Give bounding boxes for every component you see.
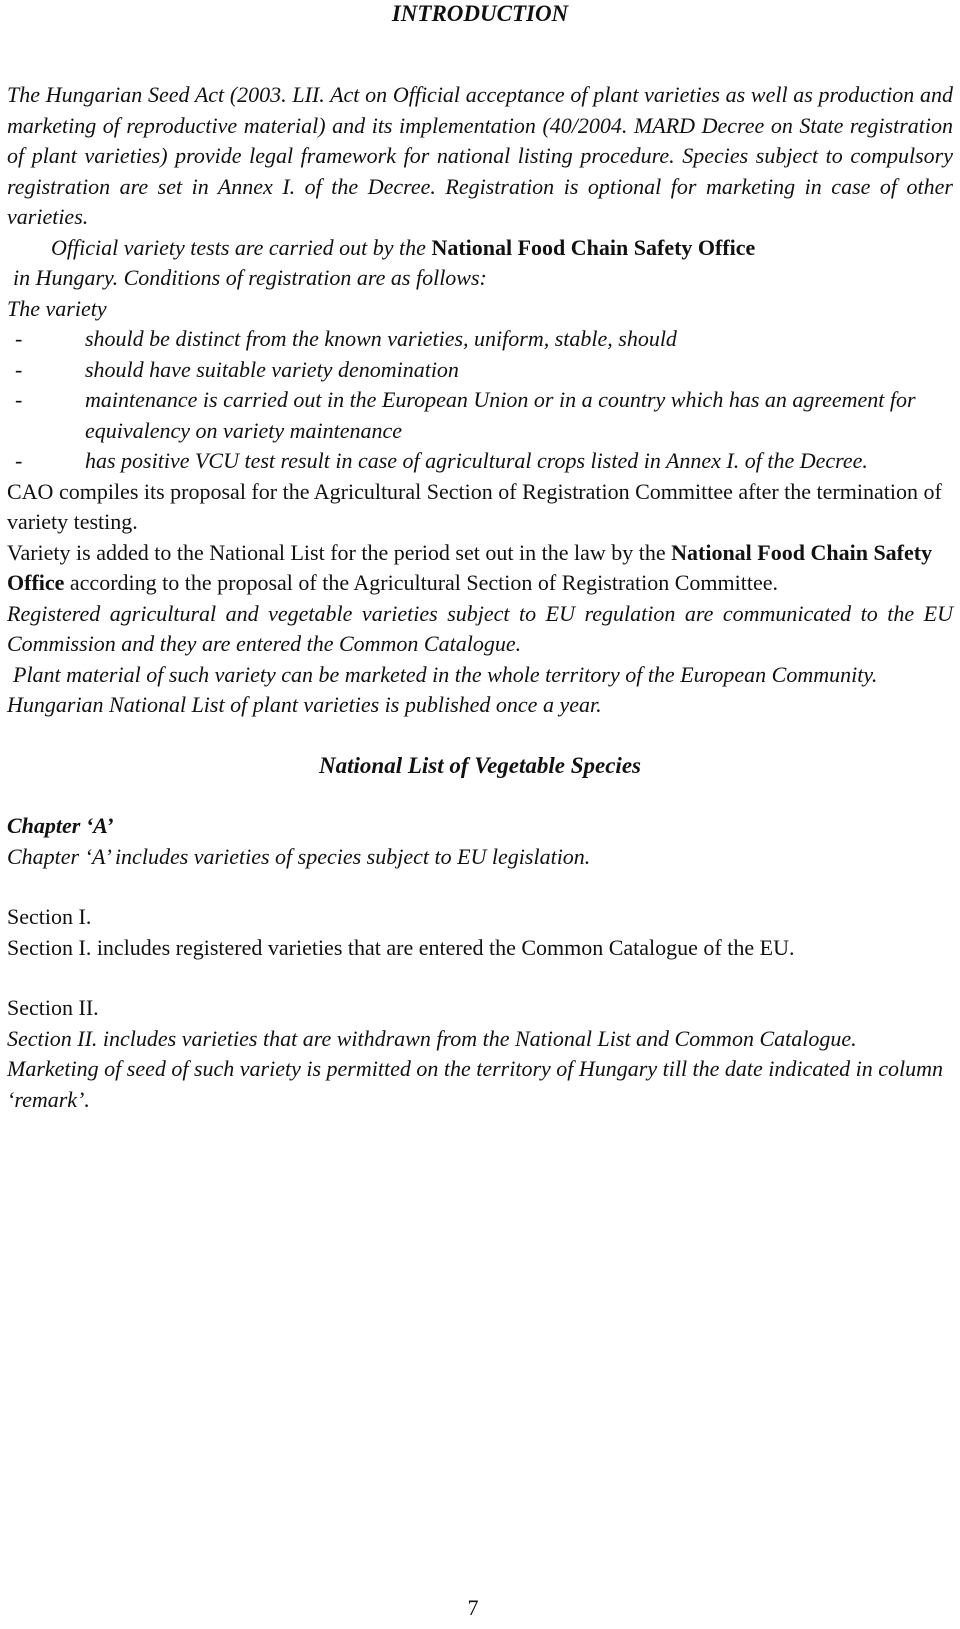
chapter-a-text: Chapter ‘A’ includes varieties of species subject to EU legislation. <box>7 843 591 869</box>
section-2-text: Section II. includes varieties that are withdrawn from the National List and Common Catalogue. Marketing of seed of such variety is permitted on the territory of Hungary till the date indicated in column ‘remark’. <box>7 1025 944 1112</box>
plant-material-paragraph: Plant material of such variety can be marketed in the whole territory of the European Community. <box>13 661 878 687</box>
list-item <box>7 355 953 386</box>
list-item <box>7 446 953 477</box>
conditions-list <box>7 324 953 477</box>
page-number: 7 <box>467 1595 479 1620</box>
vegetable-section-heading: National List of Vegetable Species <box>319 752 641 778</box>
condition-text: should have suitable variety denomination <box>85 356 459 382</box>
page-title: INTRODUCTION <box>391 1 569 26</box>
variety-lead: The variety <box>7 295 107 321</box>
section-1-text: Section I. includes registered varieties that are entered the Common Catalogue of the EU. <box>7 934 795 960</box>
official-tests-text: Official variety tests are carried out by the <box>51 234 432 260</box>
condition-text: should be distinct from the known varieties, uniform, stable, should <box>85 326 677 351</box>
document-page <box>7 0 953 1115</box>
condition-text: has positive VCU test result in case of agricultural crops listed in Annex I. of the Decree. <box>85 448 868 473</box>
office-name: National Food Chain Safety Office <box>431 234 756 260</box>
registered-paragraph: Registered agricultural and vegetable varieties subject to EU regulation are communicated to the EU Commission and they are entered the Common Catalogue. <box>7 600 953 656</box>
office-name-2: National Food Chain Safety Office <box>7 539 933 595</box>
conditions-lead-text: Conditions of registration are as follows: <box>118 265 487 290</box>
spacer <box>7 963 953 993</box>
cao-paragraph: CAO compiles its proposal for the Agricultural Section of Registration Committee after the termination of variety testing. <box>7 478 942 534</box>
intro-paragraph: The Hungarian Seed Act (2003. LII. Act on Official acceptance of plant varieties as well as production and marketing of reproductive material) and its implementation (40/2004. MARD Decree on State registration of plant varieties) provide legal framework for national listing procedure. Species subject to compulsory registration are set in Annex I. of the Decree. Registration is optional for marketing in case of other varieties. <box>7 82 953 229</box>
list-item <box>7 385 953 446</box>
national-list-paragraph <box>7 538 953 599</box>
national-list-text-a: Variety is added to the National List for the period set out in the law by the <box>7 539 672 565</box>
published-paragraph: Hungarian National List of plant varieties is published once a year. <box>7 692 602 717</box>
condition-text: maintenance is carried out in the European Union or in a country which has an agreement for equivalency on variety maintenance <box>85 387 916 443</box>
conditions-intro <box>7 263 953 294</box>
spacer <box>7 872 953 902</box>
national-list-text-b: according to the proposal of the Agricultural Section of Registration Committee. <box>64 570 779 595</box>
list-dash: - <box>15 356 23 382</box>
in-hungary-text: in Hungary. <box>13 265 119 290</box>
list-dash: - <box>15 326 23 351</box>
section-2-heading: Section II. <box>7 995 99 1020</box>
chapter-a-heading: Chapter ‘A’ <box>7 813 114 838</box>
section-1-heading: Section I. <box>7 904 92 929</box>
official-tests-paragraph <box>7 233 953 264</box>
list-dash: - <box>15 448 23 473</box>
list-item <box>7 324 953 355</box>
list-dash: - <box>15 387 23 412</box>
